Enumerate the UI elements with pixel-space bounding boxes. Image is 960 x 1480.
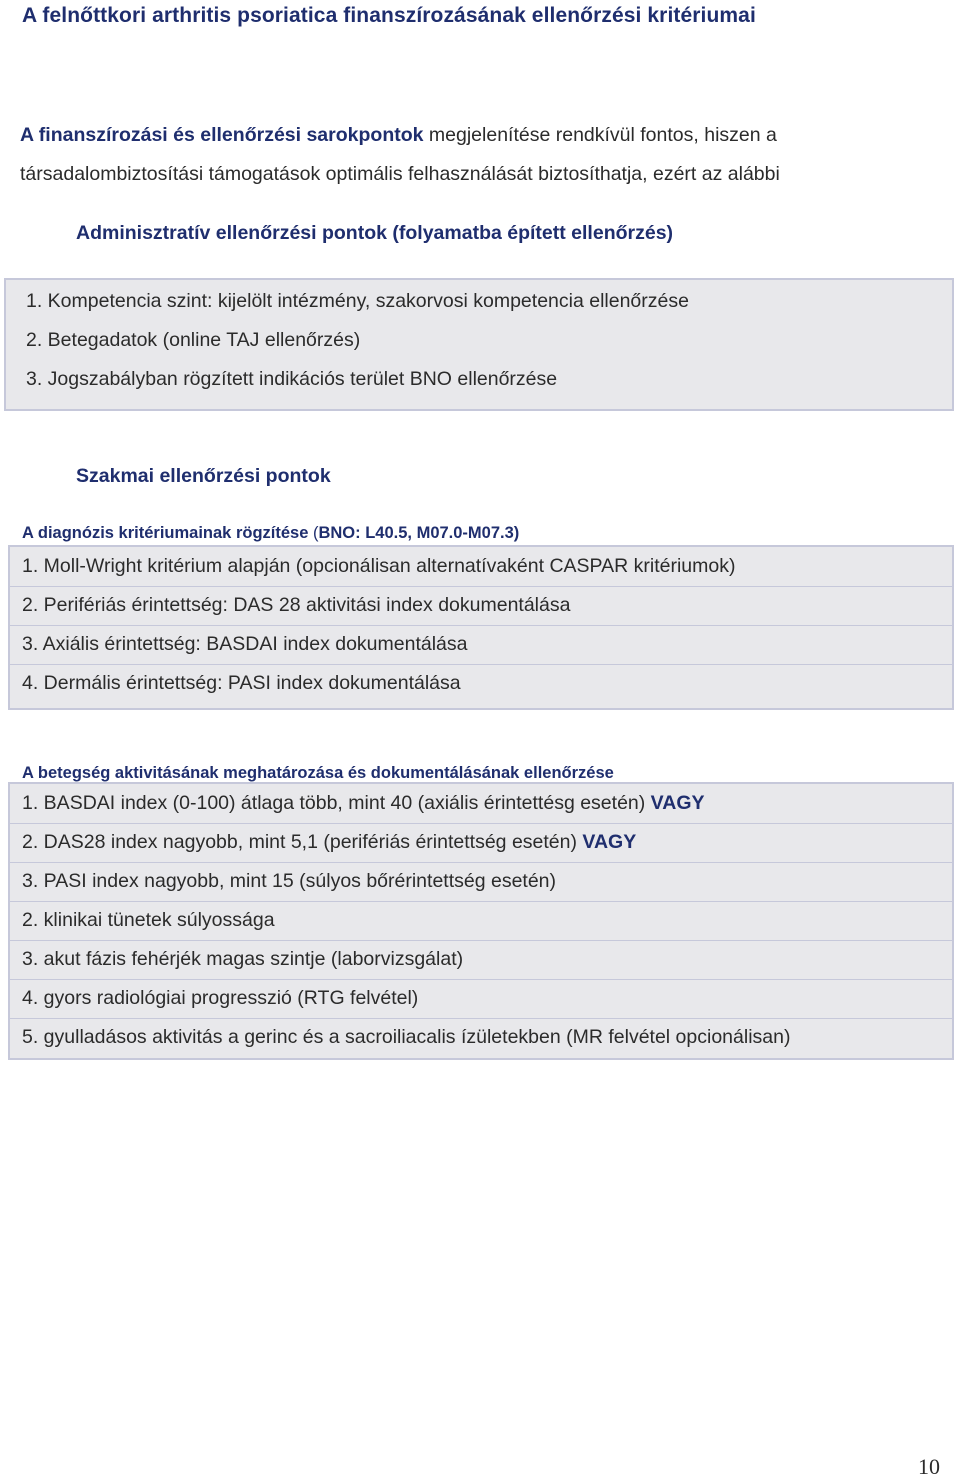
- activity-item-5-text: 3. akut fázis fehérjék magas szintje (laborvizsgálat): [22, 948, 464, 970]
- admin-item-2: 2. Betegadatok (online TAJ ellenőrzés): [26, 329, 361, 351]
- activity-item-2: [10, 823, 952, 863]
- admin-item-1: 1. Kompetencia szint: kijelölt intézmény, szakorvosi kompetencia ellenőrzése: [26, 290, 689, 312]
- diagnosis-subheading-bold-b: BNO: L40.5, M07.0-M07.3): [318, 524, 520, 542]
- professional-heading: Szakmai ellenőrzési pontok: [76, 465, 331, 487]
- professional-item-4: 4. Dermális érintettség: PASI index dokumentálása: [22, 672, 461, 694]
- activity-item-1-text: 1. BASDAI index (0-100) átlaga több, mint 40 (axiális érintettésg esetén): [22, 792, 651, 814]
- admin-box: [4, 278, 954, 411]
- admin-item-3: 3. Jogszabályban rögzített indikációs terület BNO ellenőrzése: [26, 368, 558, 390]
- activity-item-6-text: 4. gyors radiológiai progresszió (RTG felvétel): [22, 987, 419, 1009]
- activity-item-3: [10, 862, 952, 902]
- activity-item-4-text: 2. klinikai tünetek súlyossága: [22, 909, 275, 931]
- activity-item-1: [10, 784, 952, 824]
- activity-item-3-text: 3. PASI index nagyobb, mint 15 (súlyos bőrérintettség esetén): [22, 870, 557, 892]
- activity-item-7-text: 5. gyulladásos aktivitás a gerinc és a sacroiliacalis ízületekben (MR felvétel opcionálisan): [22, 1026, 791, 1048]
- activity-item-6: [10, 979, 952, 1019]
- diagnosis-subheading-paren: (: [312, 524, 319, 542]
- professional-item-1: 1. Moll-Wright kritérium alapján (opcionálisan alternatívaként CASPAR kritériumok): [10, 547, 952, 587]
- activity-item-2-strong: VAGY: [582, 831, 637, 853]
- page-title: A felnőttkori arthritis psoriatica finanszírozásának ellenőrzési kritériumai: [22, 4, 756, 27]
- professional-box: [8, 545, 954, 710]
- activity-item-2-text: 2. DAS28 index nagyobb, mint 5,1 (perifériás érintettség esetén): [22, 831, 583, 853]
- professional-item-2: 2. Perifériás érintettség: DAS 28 aktivitási index dokumentálása: [10, 586, 952, 626]
- activity-item-5: [10, 940, 952, 980]
- intro-line-2: társadalombiztosítási támogatások optimális felhasználását biztosíthatja, ezért az alábbi: [20, 163, 780, 185]
- intro-paragraph: [20, 116, 940, 194]
- activity-item-1-strong: VAGY: [650, 792, 705, 814]
- activity-box: [8, 782, 954, 1060]
- admin-heading: Adminisztratív ellenőrzési pontok (folyamatba épített ellenőrzés): [76, 222, 674, 244]
- intro-bold: A finanszírozási és ellenőrzési sarokpontok: [20, 124, 424, 146]
- professional-item-3: 3. Axiális érintettség: BASDAI index dokumentálása: [10, 625, 952, 665]
- activity-item-7: [10, 1018, 952, 1057]
- intro-line-1-rest: megjelenítése rendkívül fontos, hiszen a: [423, 124, 777, 146]
- intro-line-1: [20, 116, 940, 155]
- diagnosis-subheading-bold-a: A diagnózis kritériumainak rögzítése: [22, 524, 313, 542]
- activity-item-4: [10, 901, 952, 941]
- diagnosis-subheading: [22, 524, 519, 543]
- page-number: 10: [918, 1454, 940, 1479]
- activity-subheading: A betegség aktivitásának meghatározása és dokumentálásának ellenőrzése: [22, 764, 614, 782]
